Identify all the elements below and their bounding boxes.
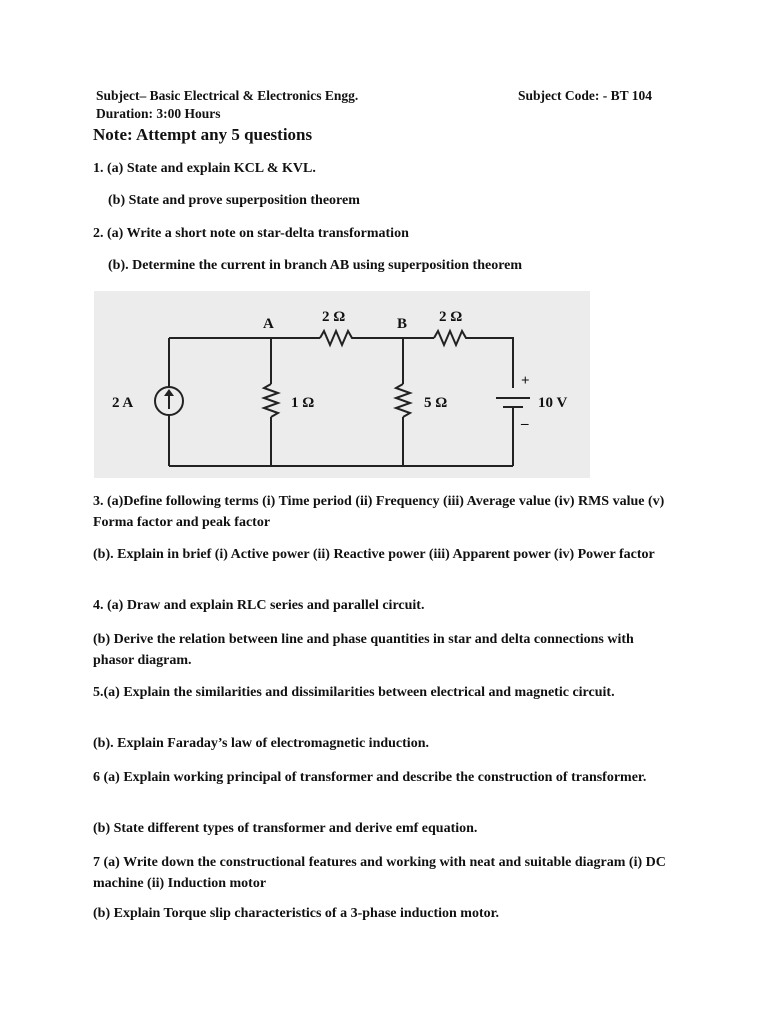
question-2a: 2. (a) Write a short note on star-delta transformation: [93, 226, 409, 241]
question-6a: 6 (a) Explain working principal of transformer and describe the construction of transformer.: [93, 770, 647, 785]
plus-terminal-label: +: [521, 373, 530, 389]
voltage-source-label: 10 V: [538, 395, 568, 411]
question-7a: 7 (a) Write down the constructional features and working with neat and suitable diagram (i) DC machine (ii) Induction motor: [93, 855, 666, 891]
current-source-label: 2 A: [112, 395, 134, 411]
wire-top-right: [469, 338, 513, 388]
resistor-b-source-label: 2 Ω: [439, 309, 463, 325]
current-arrow-icon: [164, 389, 174, 396]
subject-title: Subject– Basic Electrical & Electronics Engg.: [96, 88, 359, 103]
node-a-label: A: [263, 316, 274, 332]
resistor-ab: [320, 331, 355, 345]
circuit-svg: [94, 291, 590, 478]
question-7b: (b) Explain Torque slip characteristics of a 3-phase induction motor.: [93, 906, 500, 921]
resistor-1ohm-label: 1 Ω: [291, 395, 315, 411]
instruction-note: Note: Attempt any 5 questions: [93, 125, 313, 144]
question-2b: (b). Determine the current in branch AB using superposition theorem: [108, 258, 523, 273]
question-4b: (b) Derive the relation between line and phase quantities in star and delta connections with phasor diagram.: [93, 632, 634, 668]
question-1b: (b) State and prove superposition theorem: [108, 193, 360, 208]
resistor-b-source: [434, 331, 469, 345]
resistor-ab-label: 2 Ω: [322, 309, 346, 325]
subject-code: Subject Code: - BT 104: [518, 88, 653, 103]
resistor-1ohm: [264, 384, 278, 417]
circuit-diagram: [94, 291, 590, 478]
minus-terminal-label: –: [521, 416, 529, 432]
question-1a: 1. (a) State and explain KCL & KVL.: [93, 161, 316, 176]
duration: Duration: 3:00 Hours: [96, 106, 221, 121]
resistor-5ohm: [396, 384, 410, 417]
question-3b: (b). Explain in brief (i) Active power (ii) Reactive power (iii) Apparent power (iv) Power factor: [93, 547, 655, 562]
node-b-label: B: [397, 316, 408, 332]
question-4a: 4. (a) Draw and explain RLC series and parallel circuit.: [93, 598, 425, 613]
question-6b: (b) State different types of transformer and derive emf equation.: [93, 821, 478, 836]
resistor-5ohm-label: 5 Ω: [424, 395, 448, 411]
question-3a: 3. (a)Define following terms (i) Time period (ii) Frequency (iii) Average value (iv) RMS value (v) Forma factor and peak factor: [93, 494, 665, 530]
question-5b: (b). Explain Faraday’s law of electromagnetic induction.: [93, 736, 429, 751]
question-5a: 5.(a) Explain the similarities and dissimilarities between electrical and magnetic circuit.: [93, 685, 615, 700]
